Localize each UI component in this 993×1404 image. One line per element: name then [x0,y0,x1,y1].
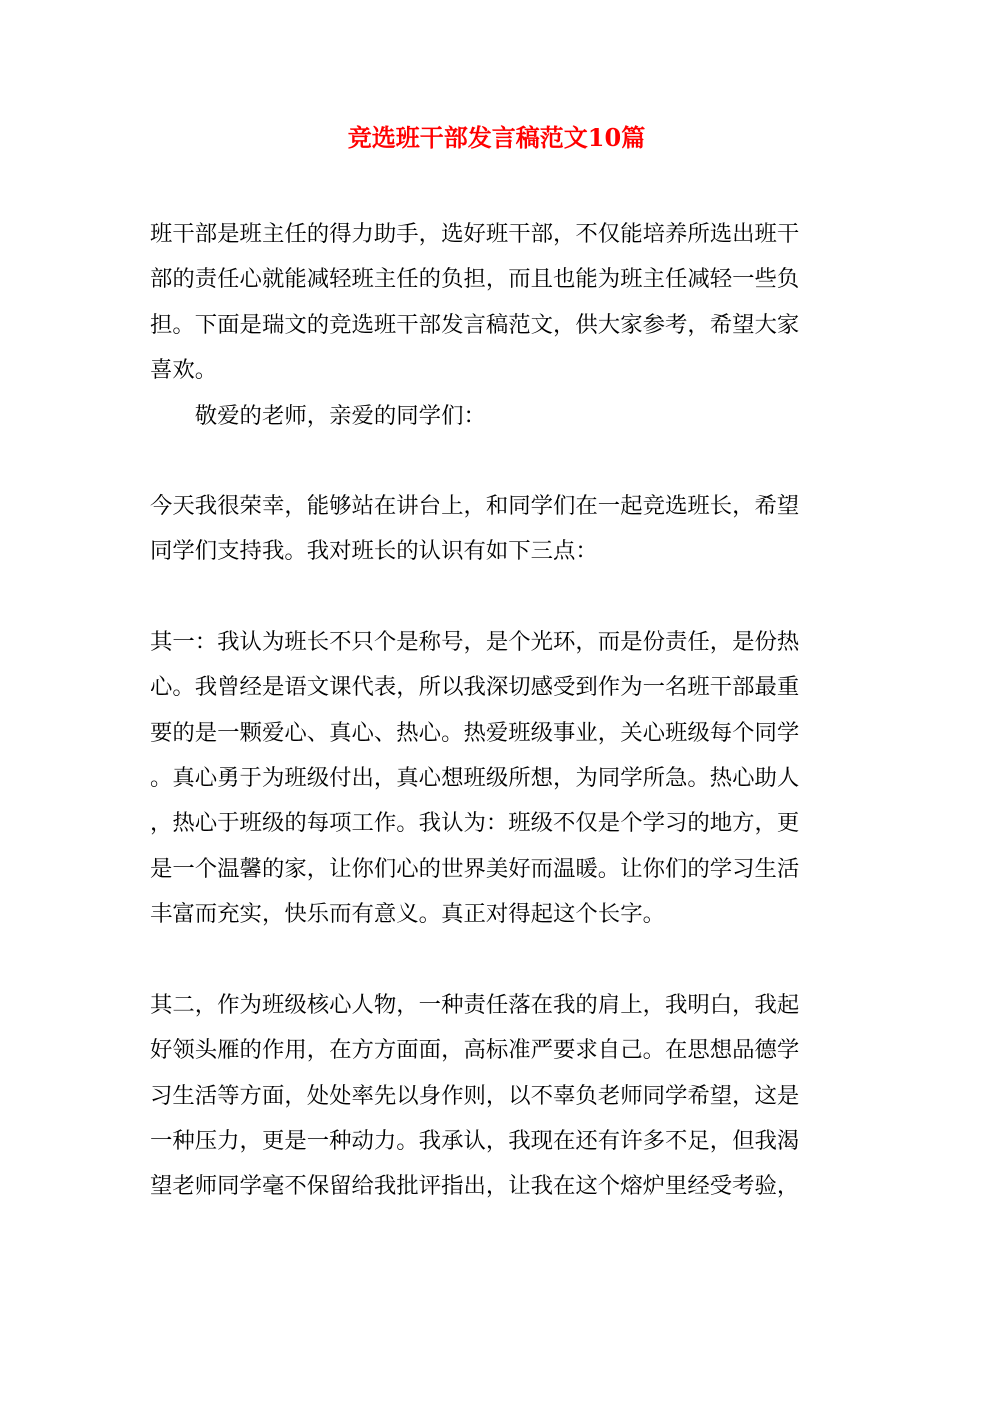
salutation-line: 敬爱的老师，亲爱的同学们： [150,403,486,429]
text-line: 心。我曾经是语文课代表，所以我深切感受到作为一名班干部最重 [150,674,800,700]
text-line: 其一：我认为班长不只个是称号，是个光环，而是份责任，是份热 [150,629,800,655]
text-line: 要的是一颗爱心、真心、热心。热爱班级事业，关心班级每个同学 [150,720,800,746]
text-line: 一种压力，更是一种动力。我承认，我现在还有许多不足，但我渴 [150,1128,800,1154]
text-line: ，热心于班级的每项工作。我认为：班级不仅是个学习的地方，更 [150,810,800,836]
text-line: 丰富而充实，快乐而有意义。真正对得起这个长字。 [150,901,665,927]
text-line: 好领头雁的作用，在方方面面，高标准严要求自己。在思想品德学 [150,1037,800,1063]
text-line: 望老师同学毫不保留给我批评指出，让我在这个熔炉里经受考验， [150,1173,800,1199]
text-line: 同学们支持我。我对班长的认识有如下三点： [150,538,598,564]
text-line: 喜欢。 [150,357,218,383]
text-line: 担。下面是瑞文的竞选班干部发言稿范文，供大家参考，希望大家 [150,312,800,338]
text-line: 。真心勇于为班级付出，真心想班级所想，为同学所急。热心助人 [150,765,800,791]
text-line: 部的责任心就能减轻班主任的负担，而且也能为班主任减轻一些负 [150,266,800,292]
document-title: 竞选班干部发言稿范文10篇 [347,123,646,152]
text-line: 班干部是班主任的得力助手，选好班干部，不仅能培养所选出班干 [150,221,800,247]
text-line: 是一个温馨的家，让你们心的世界美好而温暖。让你们的学习生活 [150,856,800,882]
text-line: 今天我很荣幸，能够站在讲台上，和同学们在一起竞选班长，希望 [150,493,800,519]
text-line: 习生活等方面，处处率先以身作则，以不辜负老师同学希望，这是 [150,1083,800,1109]
text-line: 其二，作为班级核心人物，一种责任落在我的肩上，我明白，我起 [150,992,800,1018]
